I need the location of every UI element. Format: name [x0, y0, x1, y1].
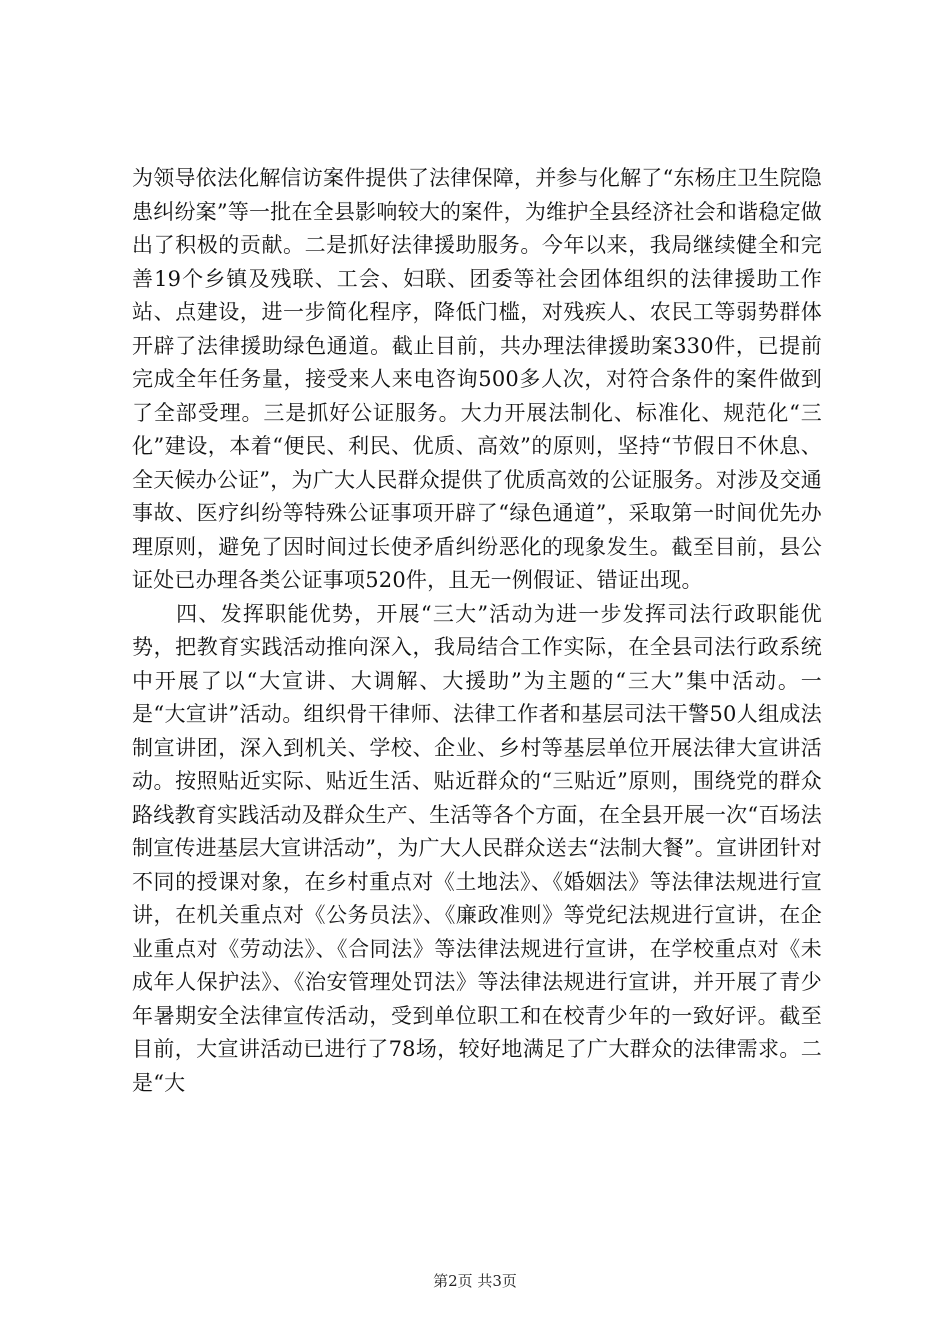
- page-number-footer: 第2页 共3页: [433, 1272, 517, 1290]
- paragraph-three-big-activities: 四、发挥职能优势，开展“三大”活动为进一步发挥司法行政职能优势，把教育实践活动推向深入，我局结合工作实际，在全县司法行政系统中开展了以“大宣讲、大调解、大援助”为主题的“三大”集中活动。一是“大宣讲”活动。组织骨干律师、法律工作者和基层司法干警50人组成法制宣讲团，深入到机关、学校、企业、乡村等基层单位开展法律大宣讲活动。按照贴近实际、贴近生活、贴近群众的“三贴近”原则，围绕党的群众路线教育实践活动及群众生产、生活等各个方面，在全县开展一次“百场法制宣传进基层大宣讲活动”，为广大人民群众送去“法制大餐”。宣讲团针对不同的授课对象，在乡村重点对《土地法》、《婚姻法》等法律法规进行宣讲，在机关重点对《公务员法》、《廉政准则》等党纪法规进行宣讲，在企业重点对《劳动法》、《合同法》等法律法规进行宣讲，在学校重点对《未成年人保护法》、《治安管理处罚法》等法律法规进行宣讲，并开展了青少年暑期安全法律宣传活动，受到单位职工和在校青少年的一致好评。截至目前，大宣讲活动已进行了78场，较好地满足了广大群众的法律需求。二是“大: [132, 601, 823, 1095]
- document-body: [132, 162, 822, 1100]
- paragraph-legal-services: 为领导依法化解信访案件提供了法律保障，并参与化解了“东杨庄卫生院隐患纠纷案”等一批在全县影响较大的案件，为维护全县经济社会和谐稳定做出了积极的贡献。二是抓好法律援助服务。今年以来，我局继续健全和完善19个乡镇及残联、工会、妇联、团委等社会团体组织的法律援助工作站、点建设，进一步简化程序，降低门槛，对残疾人、农民工等弱势群体开辟了法律援助绿色通道。截止目前，共办理法律援助案330件，已提前完成全年任务量，接受来人来电咨询500多人次，对符合条件的案件做到了全部受理。三是抓好公证服务。大力开展法制化、标准化、规范化“三化”建设，本着“便民、利民、优质、高效”的原则，坚持“节假日不休息、全天候办公证”，为广大人民群众提供了优质高效的公证服务。对涉及交通事故、医疗纠纷等特殊公证事项开辟了“绿色通道”，采取第一时间优先办理原则，避免了因时间过长使矛盾纠纷恶化的现象发生。截至目前，县公证处已办理各类公证事项520件，且无一例假证、错证出现。: [132, 166, 822, 592]
